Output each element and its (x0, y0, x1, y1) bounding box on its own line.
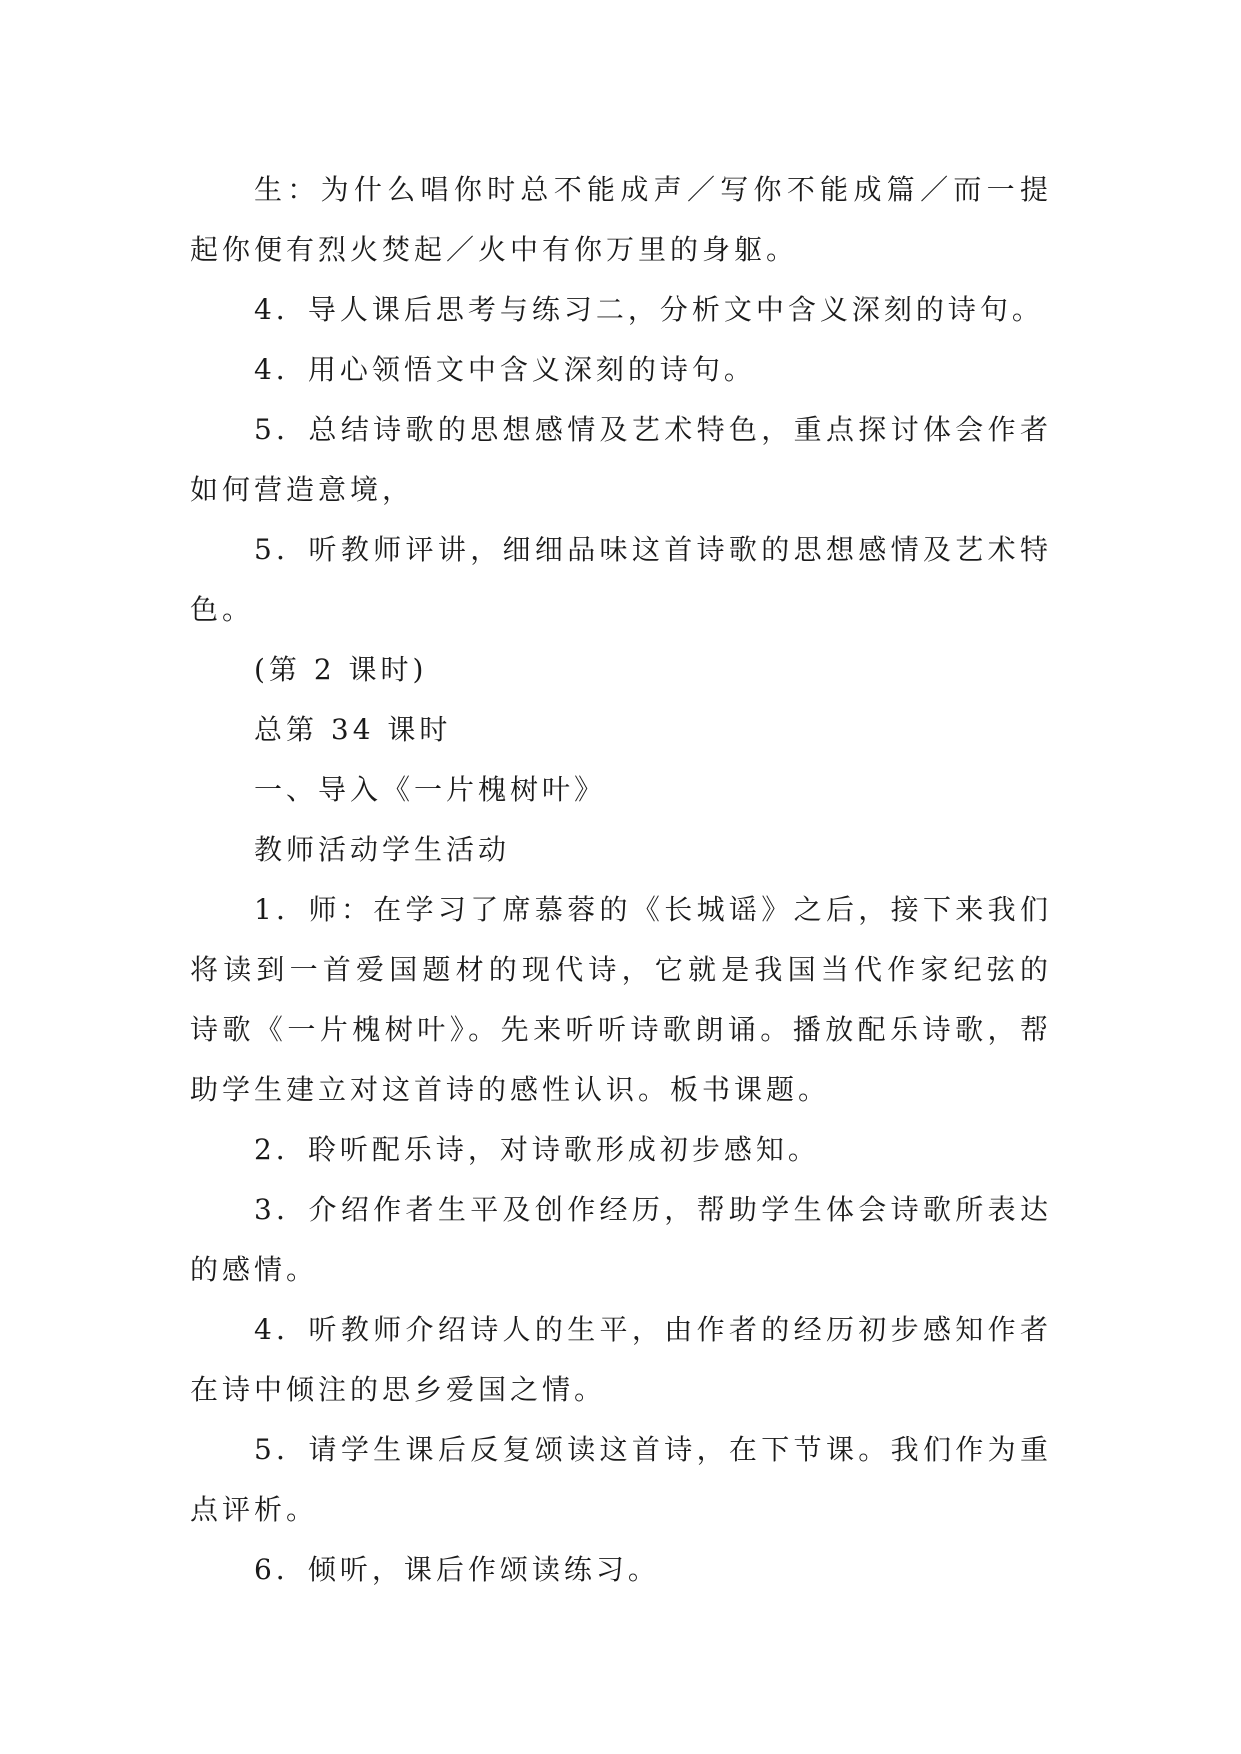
paragraph-step-4: 4．听教师介绍诗人的生平，由作者的经历初步感知作者在诗中倾注的思乡爱国之情。 (190, 1313, 1052, 1406)
document-body (190, 160, 1052, 1600)
paragraph-student-poem: 生：为什么唱你时总不能成声／写你不能成篇／而一提起你便有烈火焚起／火中有你万里的身躯。 (190, 173, 1052, 266)
paragraph-step-5-student: 5．听教师评讲，细细品味这首诗歌的思想感情及艺术特色。 (190, 533, 1052, 626)
section-heading-intro: 一、导入《一片槐树叶》 (254, 773, 607, 806)
paragraph-step-4-teacher: 4．导人课后思考与练习二，分析文中含义深刻的诗句。 (254, 293, 1044, 326)
paragraph-step-5: 5．请学生课后反复颂读这首诗，在下节课。我们作为重点评析。 (190, 1433, 1052, 1526)
paragraph-step-4-student: 4．用心领悟文中含义深刻的诗句。 (254, 353, 756, 386)
paragraph-step-2: 2．聆听配乐诗，对诗歌形成初步感知。 (254, 1133, 820, 1166)
paragraph-step-5-teacher: 5．总结诗歌的思想感情及艺术特色，重点探讨体会作者如何营造意境， (190, 413, 1052, 506)
paragraph-step-6: 6．倾听，课后作颂读练习。 (254, 1553, 660, 1586)
activity-header: 教师活动学生活动 (254, 833, 511, 866)
paragraph-step-3: 3．介绍作者生平及创作经历，帮助学生体会诗歌所表达的感情。 (190, 1193, 1052, 1286)
total-lesson-label: 总第 34 课时 (254, 713, 452, 746)
paragraph-step-1: 1．师：在学习了席慕蓉的《长城谣》之后，接下来我们将读到一首爱国题材的现代诗，它就是我国当代作家纪弦的诗歌《一片槐树叶》。先来听听诗歌朗诵。播放配乐诗歌，帮助学生建立对这首诗的感性认识。板书课题。 (190, 893, 1052, 1106)
lesson-period-label: (第 2 课时) (254, 653, 428, 686)
